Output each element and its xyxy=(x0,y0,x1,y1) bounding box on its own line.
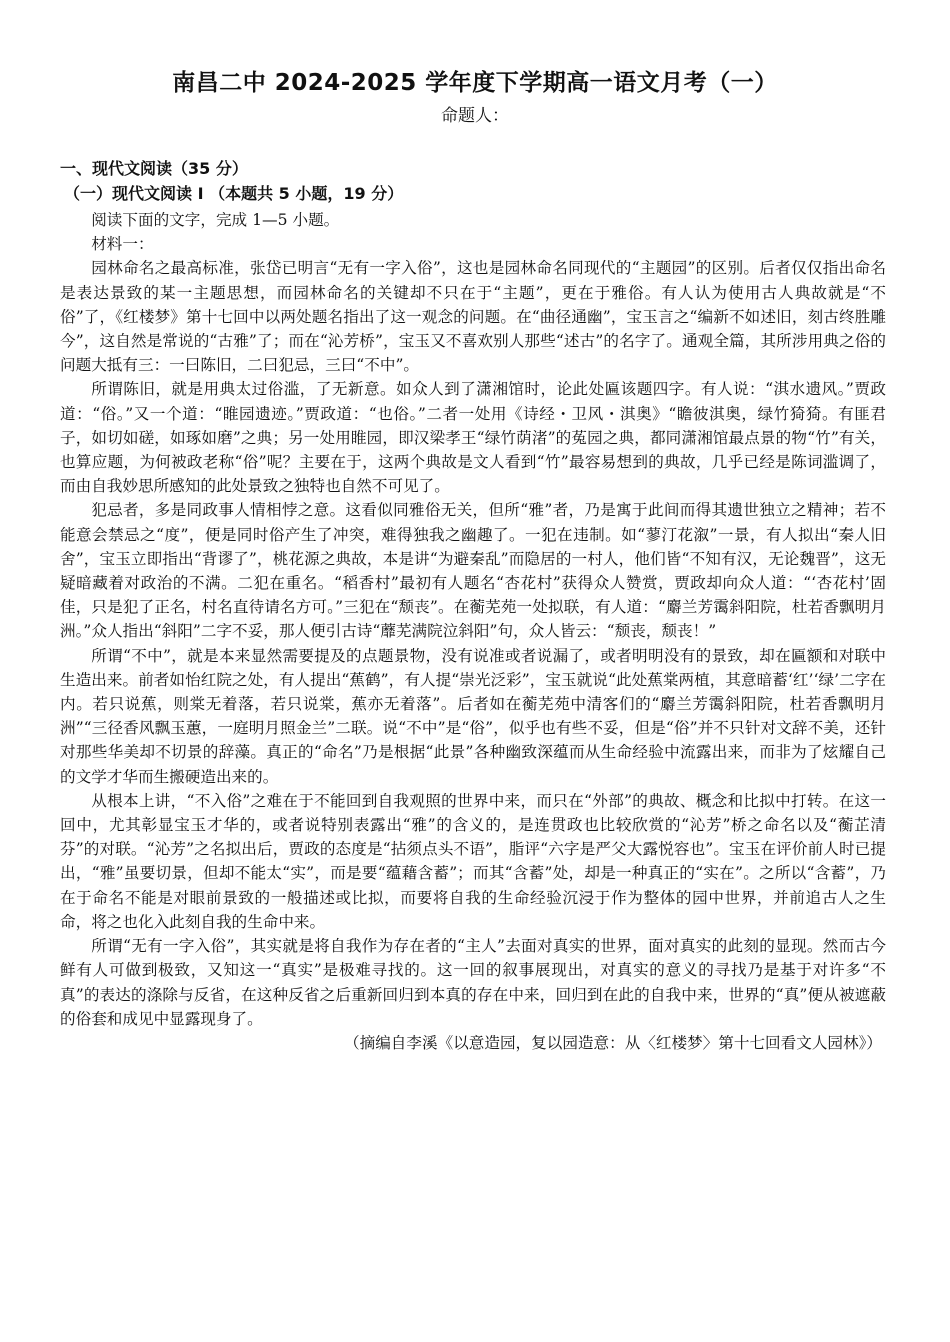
passage-paragraph: 从根本上讲，“不入俗”之难在于不能回到自我观照的世界中来，而只在“外部”的典故、概念和比拟中打转。在这一回中，尤其彰显宝玉才华的，或者说特别表露出“雅”的含义的，是连贯政也比较欣赏的“沁芳”桥之命名以及“蘅芷清芬”的对联。“沁芳”之名拟出后，贾政的态度是“拈须点头不语”，脂评“六字是严父大露悦容也”。宝玉在评价前人时已提出，“雅”虽要切景，但却不能太“实”，而是要“蕴藉含蓄”；而其“含蓄”处，却是一种真正的“实在”。之所以“含蓄”，乃在于命名不能是对眼前景致的一般描述或比拟，而要将自我的生命经验沉浸于作为整体的园中世界，并前追古人之生命，将之也化入此刻自我的生命中来。 xyxy=(60,791,886,931)
passage-paragraph: 园林命名之最高标准，张岱已明言“无有一字入俗”，这也是园林命名同现代的“主题园”的区别。后者仅仅指出命名是表达景致的某一主题思想，而园林命名的关键却不只在于“主题”，更在于雅俗。有人认为使用古人典故就是“不俗”了，《红楼梦》第十七回中以两处题名指出了这一观念的问题。在“曲径通幽”，宝玉言之“编新不如述旧，刻古终胜雕今”，这自然是常说的“古雅”了；而在“沁芳桥”，宝玉又不喜欢别人那些“述古”的名字了。通观全篇，其所涉用典之俗的问题大抵有三：一曰陈旧，二曰犯忌，三曰“不中”。 xyxy=(60,259,886,375)
passage-paragraph: 所谓“无有一字入俗”，其实就是将自我作为存在者的“主人”去面对真实的世界，面对真实的此刻的显现。然而古今鲜有人可做到极致，又知这一“真实”是极难寻找的。这一回的叙事展现出，对真实的意义的寻找乃是基于对许多“不真”的表达的涤除与反省，在这种反省之后重新回归到本真的存在中来，回归到在此的自我中来，世界的“真”便从被遮蔽的俗套和成见中显露现身了。 xyxy=(60,937,886,1028)
reading-passage xyxy=(60,208,886,1055)
material-label: 材料一： xyxy=(91,235,154,254)
instruction-text: 阅读下面的文字，完成 1—5 小题。 xyxy=(91,211,340,229)
passage-paragraph: 所谓“不中”，就是本来显然需要提及的点题景物，没有说准或者说漏了，或者明明没有的景致，却在匾额和对联中生造出来。前者如怡红院之处，有人提出“蕉鹤”，有人提“崇光泛彩”，宝玉就说“此处蕉棠两植，其意暗蓄‘红’‘绿’二字在内。若只说蕉，则棠无着落，若只说棠，蕉亦无着落”。后者如在蘅芜苑中清客们的“麝兰芳霭斜阳院，杜若香飘明月洲”“三径香风飘玉蕙，一庭明月照金兰”二联。说“不中”是“俗”，似乎也有些不妥，但是“俗”并不只针对文辞不美，还针对那些华美却不切景的辞藻。真正的“命名”乃是根据“此景”各种幽致深蕴而从生命经验中流露出来，而非为了炫耀自己的文学才华而生搬硬造出来的。 xyxy=(60,646,886,786)
passage-paragraph: 犯忌者，多是同政事人情相悖之意。这看似同雅俗无关，但所“雅”者，乃是寓于此间而得其遗世独立之精神；若不能意会禁忌之“度”，便是同时俗产生了冲突，难得独我之幽趣了。一犯在违制。如“蓼汀花溆”一景，有人拟出“秦人旧舍”，宝玉立即指出“背谬了”，桃花源之典故，本是讲“为避秦乱”而隐居的一村人，他们皆“不知有汉，无论魏晋”，这无疑暗藏着对政治的不满。二犯在重名。“稻香村”最初有人题名“杏花村”获得众人赞赏，贾政却向众人道：“‘杏花村’固佳，只是犯了正名，村名直待请名方可。”三犯在“颓丧”。在蘅芜苑一处拟联，有人道：“麝兰芳霭斜阳院，杜若香飘明月洲。”众人指出“斜阳”二字不妥，那人便引古诗“蘼芜满院泣斜阳”句，众人皆云：“颓丧，颓丧！” xyxy=(60,501,886,641)
author-label: 命题人： xyxy=(441,106,509,126)
source-citation: （摘编自李溪《以意造园，复以园造意：从〈红楼梦〉第十七回看文人园林》） xyxy=(344,1033,882,1052)
sub-section-heading: （一）现代文阅读 I （本题共 5 小题，19 分） xyxy=(64,184,404,203)
passage-paragraph: 所谓陈旧，就是用典太过俗滥，了无新意。如众人到了潇湘馆时，论此处匾该题四字。有人说：“淇水遗风。”贾政道：“俗。”又一个道：“睢园遗迹。”贾政道：“也俗。”二者一处用《诗经・卫风・淇奥》“瞻彼淇奥，绿竹猗猗。有匪君子，如切如磋，如琢如磨”之典；另一处用睢园，即汉梁孝王“绿竹荫渚”的菟园之典，都同潇湘馆最点景的物“竹”有关，也算应题，为何被政老称“俗”呢？主要在于，这两个典故是文人看到“竹”最容易想到的典故，几乎已经是陈词滥调了，而由自我妙思所感知的此处景致之独特也自然不可见了。 xyxy=(60,380,886,496)
page-title: 南昌二中 2024-2025 学年度下学期高一语文月考（一） xyxy=(172,70,778,96)
section-heading: 一、现代文阅读（35 分） xyxy=(60,159,248,178)
